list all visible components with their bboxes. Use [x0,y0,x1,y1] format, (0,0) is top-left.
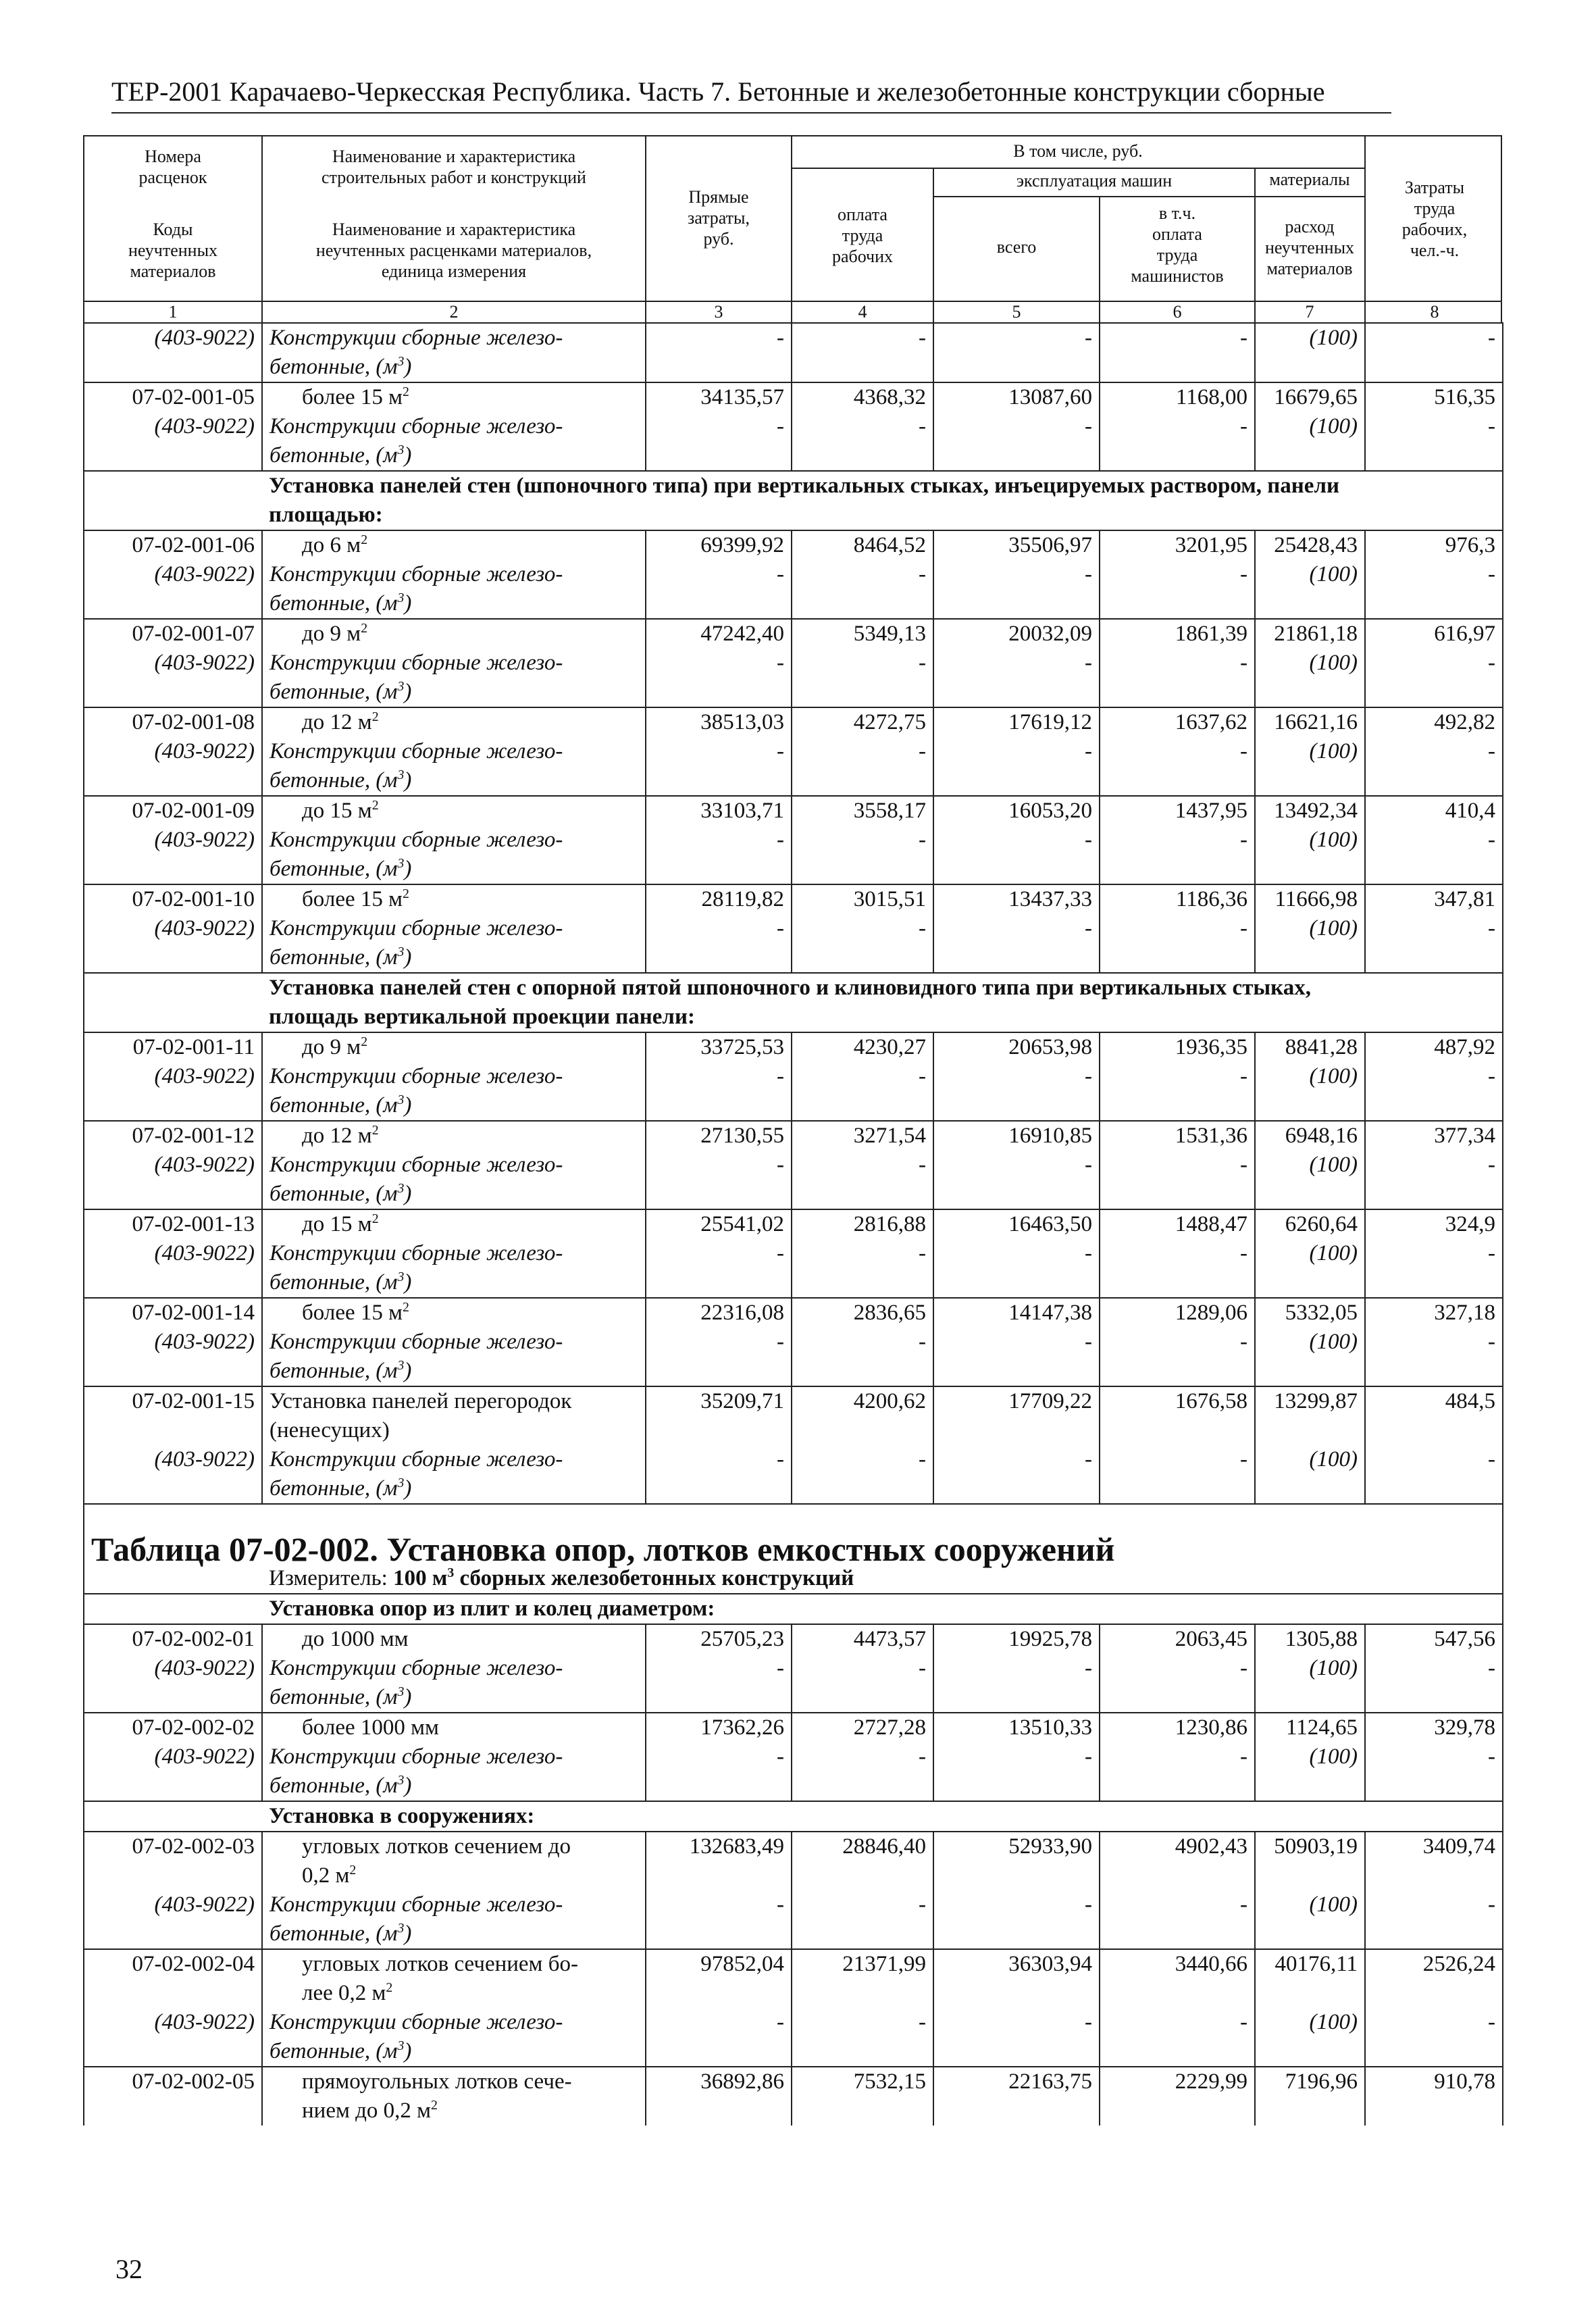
labor-hours: 3409,74 [1365,1832,1503,1890]
material-name: Конструкции сборные железо- бетонные, $(м^3)$ [262,1445,646,1504]
materials-cost: 1124,65 [1255,1713,1365,1742]
material-name: Конструкции сборные железо- бетонные, $(м^3)$ [262,412,646,471]
materials-cost: 50903,19 [1255,1832,1365,1890]
material-qty: (100) [1255,914,1365,973]
machine-cost: 19925,78 [933,1624,1100,1654]
labor-cost: 4230,27 [792,1032,933,1062]
machine-cost: 17619,12 [933,707,1100,737]
material-qty: (100) [1255,1890,1365,1949]
direct-cost: 17362,26 [646,1713,792,1742]
col1-bottom-header: Коды неучтенных материалов [128,220,218,281]
direct-cost: 27130,55 [646,1121,792,1151]
materials-cost: 13299,87 [1255,1386,1365,1445]
rate-row [84,2067,1503,2126]
material-row: (403-9022) Конструкции сборные железо- бетонные, $(м^3)$ - - - - (100) - [84,1445,1503,1504]
column-numbers-row: 1 2 3 4 5 6 7 8 [83,301,1502,324]
col8-header: Затраты труда рабочих, чел.-ч. [1401,178,1468,260]
direct-cost: 28119,82 [646,884,792,914]
materials-cost: 6260,64 [1255,1209,1365,1239]
machine-cost: 13510,33 [933,1713,1100,1742]
materials-cost: 40176,11 [1255,1949,1365,2008]
labor-cost: 4473,57 [792,1624,933,1654]
material-row: (403-9022) Конструкции сборные железо- бетонные, $(м^3)$ - - - - (100) - [84,737,1503,796]
machinist-labor-cost: 1186,36 [1100,884,1255,914]
material-code: (403-9022) [84,737,262,796]
rate-name: до 15 $м^2$ [262,1209,646,1239]
rate-name: более 15 $м^2$ [262,382,646,412]
material-code: (403-9022) [84,323,262,382]
rate-row [84,619,1503,649]
labor-hours: 347,81 [1365,884,1503,914]
labor-hours: 487,92 [1365,1032,1503,1062]
labor-cost: 28846,40 [792,1832,933,1890]
machinist-labor-cost: 4902,43 [1100,1832,1255,1890]
labor-cost: 8464,52 [792,530,933,560]
labor-cost: 3015,51 [792,884,933,914]
machine-cost: 16463,50 [933,1209,1100,1239]
direct-cost: 33725,53 [646,1032,792,1062]
material-row: (403-9022) Конструкции сборные железо- бетонные, $(м^3)$ - - - - (100) - [84,1742,1503,1801]
material-name: Конструкции сборные железо- бетонные, $(м^3)$ [262,1062,646,1121]
material-name: Конструкции сборные железо- бетонные, $(м^3)$ [262,2008,646,2067]
rate-code: 07-02-001-12 [84,1121,262,1151]
labor-cost: 4368,32 [792,382,933,412]
rate-row [84,707,1503,737]
rate-code: 07-02-002-03 [84,1832,262,1890]
rate-name: до 1000 мм [262,1624,646,1654]
rates-table [83,322,1502,2126]
material-row: (403-9022) Конструкции сборные железо- бетонные, $(м^3)$ - - - - (100) - [84,1654,1503,1713]
col4-header: оплата труда рабочих [831,205,894,266]
material-name: Конструкции сборные железо- бетонные, $(м^3)$ [262,1239,646,1298]
rate-code: 07-02-001-13 [84,1209,262,1239]
material-qty: (100) [1255,1151,1365,1209]
material-name: Конструкции сборные железо- бетонные, $(м^3)$ [262,323,646,382]
rate-name: Установка панелей перегородок (ненесущих) [262,1386,646,1445]
rate-code: 07-02-002-05 [84,2067,262,2126]
rate-name: до 9 $м^2$ [262,619,646,649]
material-code: (403-9022) [84,560,262,619]
direct-cost: 97852,04 [646,1949,792,2008]
labor-hours: 324,9 [1365,1209,1503,1239]
material-code: (403-9022) [84,1445,262,1504]
rate-row [84,1624,1503,1654]
direct-cost: 38513,03 [646,707,792,737]
material-code: (403-9022) [84,649,262,707]
measure-row: Измеритель: 100 $м^3$ сборных железобетонных конструкций [84,1564,1503,1594]
rate-name: прямоугольных лотков сече- нием до 0,2 $м^2$ [262,2067,646,2126]
rate-code: 07-02-001-11 [84,1032,262,1062]
table2-title: Таблица 07-02-002. Установка опор, лотков емкостных сооружений [84,1535,1503,1564]
material-row: (403-9022) Конструкции сборные железо- бетонные, $(м^3)$ - - - - (100) - [84,1328,1503,1386]
rate-name: угловых лотков сечением до 0,2 $м^2$ [262,1832,646,1890]
col2-top-header: Наименование и характеристика строительных работ и конструкций [321,147,586,187]
section-header-row: Установка в сооружениях: [84,1801,1503,1832]
machinist-labor-cost: 1676,58 [1100,1386,1255,1445]
rate-row [84,1121,1503,1151]
materials-cost: 8841,28 [1255,1032,1365,1062]
material-name: Конструкции сборные железо- бетонные, $(м^3)$ [262,1654,646,1713]
machine-cost: 16053,20 [933,796,1100,826]
labor-hours: 377,34 [1365,1121,1503,1151]
rate-name: более 15 $м^2$ [262,1298,646,1328]
direct-cost: 36892,86 [646,2067,792,2126]
machinist-labor-cost: 1437,95 [1100,796,1255,826]
labor-cost: 2727,28 [792,1713,933,1742]
material-qty: (100) [1255,1328,1365,1386]
material-qty: (100) [1255,1654,1365,1713]
col7-header: расход неучтенных материалов [1264,217,1355,278]
material-code: (403-9022) [84,1890,262,1949]
rate-code: 07-02-002-04 [84,1949,262,2008]
direct-cost: 47242,40 [646,619,792,649]
material-qty: (100) [1255,737,1365,796]
material-qty: (100) [1255,826,1365,884]
material-qty: (100) [1255,1445,1365,1504]
rate-code: 07-02-002-01 [84,1624,262,1654]
materials-cost: 13492,34 [1255,796,1365,826]
machine-cost: 13087,60 [933,382,1100,412]
machinist-labor-cost: 1861,39 [1100,619,1255,649]
rate-row [84,1832,1503,1890]
machinist-labor-cost: 1230,86 [1100,1713,1255,1742]
machine-cost: 20032,09 [933,619,1100,649]
material-qty: (100) [1255,1742,1365,1801]
rate-code: 07-02-002-02 [84,1713,262,1742]
material-name: Конструкции сборные железо- бетонные, $(м^3)$ [262,1151,646,1209]
rate-name: до 15 $м^2$ [262,796,646,826]
labor-cost: 4272,75 [792,707,933,737]
labor-hours: 2526,24 [1365,1949,1503,2008]
material-qty: (100) [1255,560,1365,619]
material-code: (403-9022) [84,412,262,471]
materials-cost: 7196,96 [1255,2067,1365,2126]
section-header-row: Установка опор из плит и колец диаметром: [84,1594,1503,1624]
material-qty: (100) [1255,1062,1365,1121]
machines-header: эксплуатация машин [1016,171,1173,191]
rate-row [84,1713,1503,1742]
machine-cost: 20653,98 [933,1032,1100,1062]
rate-row [84,1949,1503,2008]
labor-hours: 410,4 [1365,796,1503,826]
section-header-row: Установка панелей стен с опорной пятой шпоночного и клиновидного типа при вертикальных стыках, площадь вертикальной проекции панели: [84,973,1503,1032]
rate-name: до 6 $м^2$ [262,530,646,560]
section-header-row: Установка панелей стен (шпоночного типа) при вертикальных стыках, инъецируемых раствором, панели площадью: [84,471,1503,530]
material-name: Конструкции сборные железо- бетонные, $(м^3)$ [262,826,646,884]
labor-cost: 2816,88 [792,1209,933,1239]
rate-code: 07-02-001-05 [84,382,262,412]
materials-cost: 6948,16 [1255,1121,1365,1151]
labor-hours: 484,5 [1365,1386,1503,1445]
column-header [83,135,1502,309]
direct-cost: 25541,02 [646,1209,792,1239]
col5-header: всего [996,237,1037,257]
table2-title-row [84,1535,1503,1564]
rate-row [84,1032,1503,1062]
material-code: (403-9022) [84,1742,262,1801]
material-row: (403-9022) Конструкции сборные железо- бетонные, $(м^3)$ - - - - (100) - [84,1151,1503,1209]
direct-cost: 33103,71 [646,796,792,826]
labor-hours: 492,82 [1365,707,1503,737]
rate-code: 07-02-001-15 [84,1386,262,1445]
machine-cost: 17709,22 [933,1386,1100,1445]
page-number: 32 [115,2254,143,2284]
machinist-labor-cost: 2063,45 [1100,1624,1255,1654]
labor-cost: 21371,99 [792,1949,933,2008]
machinist-labor-cost: 3201,95 [1100,530,1255,560]
machinist-labor-cost: 1289,06 [1100,1298,1255,1328]
materials-cost: 25428,43 [1255,530,1365,560]
material-name: Конструкции сборные железо- бетонные, $(м^3)$ [262,649,646,707]
direct-cost: 69399,92 [646,530,792,560]
direct-cost: 34135,57 [646,382,792,412]
material-name: Конструкции сборные железо- бетонные, $(м^3)$ [262,1328,646,1386]
direct-cost: 22316,08 [646,1298,792,1328]
material-row: (403-9022) Конструкции сборные железо- бетонные, $(м^3)$ - - - - (100) - [84,649,1503,707]
col1-top-header: Номера расценок [138,147,207,187]
material-name: Конструкции сборные железо- бетонные, $(м^3)$ [262,1890,646,1949]
rate-name: до 12 $м^2$ [262,1121,646,1151]
material-row: (403-9022) Конструкции сборные железо- бетонные, $(м^3)$ - - - - (100) - [84,1239,1503,1298]
rate-row [84,1209,1503,1239]
material-qty: (100) [1255,323,1365,382]
material-code: (403-9022) [84,1328,262,1386]
materials-cost: 21861,18 [1255,619,1365,649]
material-row: (403-9022) Конструкции сборные железо- бетонные, $(м^3)$ - - - - (100) - [84,323,1503,382]
materials-cost: 5332,05 [1255,1298,1365,1328]
rate-code: 07-02-001-09 [84,796,262,826]
material-code: (403-9022) [84,1151,262,1209]
machinist-labor-cost: 1488,47 [1100,1209,1255,1239]
labor-cost: 5349,13 [792,619,933,649]
direct-cost: 25705,23 [646,1624,792,1654]
rate-name: более 1000 мм [262,1713,646,1742]
labor-cost: 7532,15 [792,2067,933,2126]
col3-header: Прямые затраты, руб. [687,187,750,249]
col2-bottom-header: Наименование и характеристика неучтенных расценками материалов, единица измерения [315,220,592,281]
header-rule [111,112,1391,114]
rate-code: 07-02-001-07 [84,619,262,649]
page-header-title: ТЕР-2001 Карачаево-Черкесская Республика. Часть 7. Бетонные и железобетонные конструкции сборные [111,76,1325,107]
material-row: (403-9022) Конструкции сборные железо- бетонные, $(м^3)$ - - - - (100) - [84,2008,1503,2067]
rate-name: угловых лотков сечением бо- лее 0,2 $м^2$ [262,1949,646,2008]
labor-hours: 329,78 [1365,1713,1503,1742]
material-row: (403-9022) Конструкции сборные железо- бетонные, $(м^3)$ - - - - (100) - [84,1890,1503,1949]
rate-code: 07-02-001-14 [84,1298,262,1328]
machinist-labor-cost: 1168,00 [1100,382,1255,412]
rate-row [84,1386,1503,1445]
rate-code: 07-02-001-08 [84,707,262,737]
material-qty: (100) [1255,2008,1365,2067]
material-row: (403-9022) Конструкции сборные железо- бетонные, $(м^3)$ - - - - (100) - [84,412,1503,471]
machine-cost: 16910,85 [933,1121,1100,1151]
material-row: (403-9022) Конструкции сборные железо- бетонные, $(м^3)$ - - - - (100) - [84,1062,1503,1121]
machine-cost: 36303,94 [933,1949,1100,2008]
col6-header: в т.ч. оплата труда машинистов [1131,203,1224,286]
machinist-labor-cost: 2229,99 [1100,2067,1255,2126]
labor-hours: 616,97 [1365,619,1503,649]
material-row: (403-9022) Конструкции сборные железо- бетонные, $(м^3)$ - - - - (100) - [84,560,1503,619]
material-code: (403-9022) [84,1654,262,1713]
labor-hours: 547,56 [1365,1624,1503,1654]
labor-hours: 327,18 [1365,1298,1503,1328]
direct-cost: 132683,49 [646,1832,792,1890]
material-name: Конструкции сборные железо- бетонные, $(м^3)$ [262,1742,646,1801]
machinist-labor-cost: 1531,36 [1100,1121,1255,1151]
rate-row [84,382,1503,412]
rate-name: до 12 $м^2$ [262,707,646,737]
direct-cost: 35209,71 [646,1386,792,1445]
rate-code: 07-02-001-10 [84,884,262,914]
materials-group-header: материалы [1269,170,1350,189]
material-row: (403-9022) Конструкции сборные железо- бетонные, $(м^3)$ - - - - (100) - [84,914,1503,973]
machine-cost: 22163,75 [933,2067,1100,2126]
material-qty: (100) [1255,412,1365,471]
machinist-labor-cost: 3440,66 [1100,1949,1255,2008]
materials-cost: 16679,65 [1255,382,1365,412]
machinist-labor-cost: 1936,35 [1100,1032,1255,1062]
material-name: Конструкции сборные железо- бетонные, $(м^3)$ [262,914,646,973]
materials-cost: 1305,88 [1255,1624,1365,1654]
labor-cost: 4200,62 [792,1386,933,1445]
machine-cost: 52933,90 [933,1832,1100,1890]
labor-cost: 2836,65 [792,1298,933,1328]
material-name: Конструкции сборные железо- бетонные, $(м^3)$ [262,737,646,796]
machine-cost: 35506,97 [933,530,1100,560]
including-header: В том числе, руб. [1013,141,1143,161]
material-name: Конструкции сборные железо- бетонные, $(м^3)$ [262,560,646,619]
material-row: (403-9022) Конструкции сборные железо- бетонные, $(м^3)$ - - - - (100) - [84,826,1503,884]
material-code: (403-9022) [84,826,262,884]
rate-name: до 9 $м^2$ [262,1032,646,1062]
rate-row [84,796,1503,826]
machine-cost: 13437,33 [933,884,1100,914]
labor-cost: 3558,17 [792,796,933,826]
machinist-labor-cost: 1637,62 [1100,707,1255,737]
rate-code: 07-02-001-06 [84,530,262,560]
labor-hours: 910,78 [1365,2067,1503,2126]
labor-cost: 3271,54 [792,1121,933,1151]
rate-row [84,530,1503,560]
material-code: (403-9022) [84,2008,262,2067]
material-code: (403-9022) [84,1062,262,1121]
material-qty: (100) [1255,649,1365,707]
rate-row [84,1298,1503,1328]
labor-hours: 976,3 [1365,530,1503,560]
materials-cost: 16621,16 [1255,707,1365,737]
material-code: (403-9022) [84,1239,262,1298]
machine-cost: 14147,38 [933,1298,1100,1328]
rate-row [84,884,1503,914]
material-qty: (100) [1255,1239,1365,1298]
materials-cost: 11666,98 [1255,884,1365,914]
labor-hours: 516,35 [1365,382,1503,412]
rate-name: более 15 $м^2$ [262,884,646,914]
material-code: (403-9022) [84,914,262,973]
